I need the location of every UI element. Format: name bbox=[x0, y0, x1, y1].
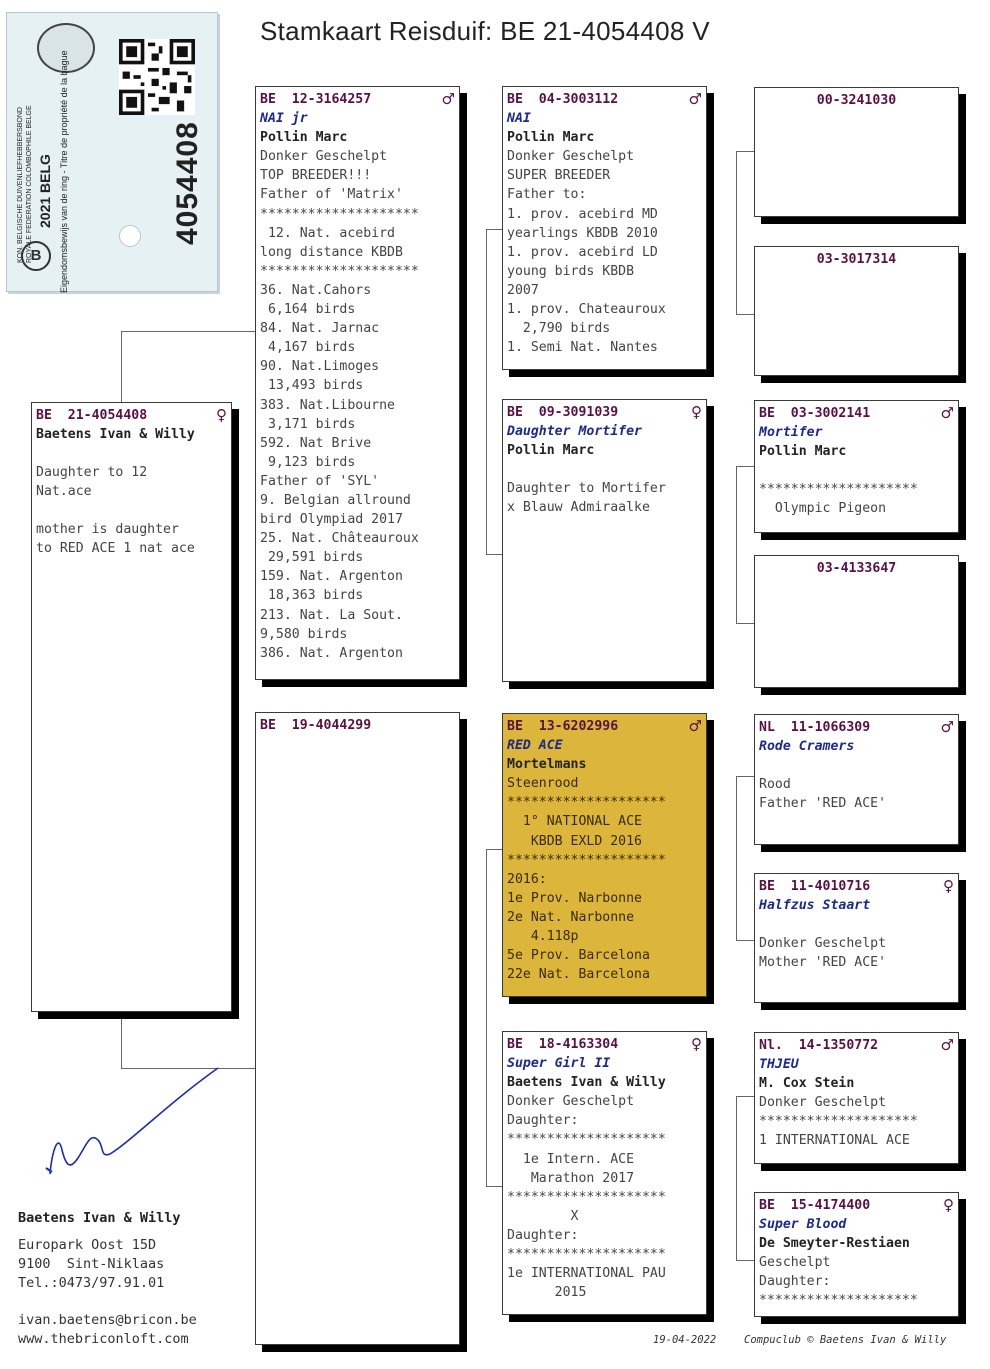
pigeon-card-ggp-4[interactable]: 03-4133647 bbox=[754, 555, 959, 688]
breeder-website[interactable]: www.thebriconloft.com bbox=[18, 1331, 189, 1347]
pigeon-card-ggp-7[interactable]: Nl. 14-1350772 ♂ THJEU M. Cox Stein Donker Geschelpt ******************** 1 INTERNATIONAL ACE bbox=[754, 1032, 959, 1164]
female-icon: ♀ bbox=[691, 403, 702, 421]
belgian-b-logo-icon: B bbox=[21, 241, 51, 271]
male-icon: ♂ bbox=[940, 718, 954, 736]
connector-line bbox=[736, 776, 737, 940]
ring-card-federation-fr: ROYALE FEDERATION COLOMBOPHILE BELGE bbox=[26, 105, 33, 263]
qr-code-icon bbox=[119, 39, 195, 115]
male-icon: ♂ bbox=[688, 90, 702, 108]
connector-line bbox=[486, 229, 487, 554]
pigeon-card-paternal-grandmother[interactable]: BE 09-3091039 ♀ Daughter Mortifer Pollin Marc Daughter to Mortifer x Blauw Admiraalke bbox=[502, 399, 707, 682]
ring-card-doc-title: Eigendomsbewijs van de ring - Titre de propriété de la bague bbox=[59, 50, 69, 293]
ring-card-country: BELG bbox=[37, 154, 53, 193]
pigeon-card-mother[interactable]: BE 19-4044299 bbox=[255, 712, 460, 1345]
breeder-email[interactable]: ivan.baetens@bricon.be bbox=[18, 1312, 197, 1328]
female-icon: ♀ bbox=[943, 1196, 954, 1214]
connector-line bbox=[121, 1012, 122, 1068]
pigeon-card-father[interactable]: BE 12-3164257 ♂ NAI jr Pollin Marc Donker Geschelpt TOP BREEDER!!! Father of 'Matrix' ******************** 12. Nat. acebird long distance KBDB ******************** 36. Nat.Cahors 6,164 birds 84. Nat. Jarnac 4,167 birds 90. Nat.Limoges 13,493 birds 383. Nat.Libourne 3,171 birds 592. Nat Brive 9,123 birds Father of 'SYL' 9. Belgian allround bird Olympiad 2017 25. Nat. Châteauroux 29,591 birds 159. Nat. Argenton 18,363 birds 213. Nat. La Sout. 9,580 birds 386. Nat. Argenton bbox=[255, 86, 460, 680]
breeder-city: 9100 Sint-Niklaas bbox=[18, 1256, 165, 1272]
ring-card-year: 2021 bbox=[37, 196, 53, 228]
connector-line bbox=[736, 1096, 754, 1097]
signature bbox=[40, 1062, 230, 1182]
pigeon-card-subject[interactable]: BE 21-4054408 ♀ Baetens Ivan & Willy Daughter to 12 Nat.ace mother is daughter to RED ACE 1 nat ace bbox=[31, 402, 232, 1012]
pigeon-card-maternal-grandmother[interactable]: BE 18-4163304 ♀ Super Girl II Baetens Ivan & Willy Donker Geschelpt Daughter: ******************** 1e Intern. ACE Marathon 2017 ******************** X Daughter: ******************** 1e INTERNATIONAL PAU 2015 bbox=[502, 1031, 707, 1315]
male-icon: ♂ bbox=[940, 1036, 954, 1054]
male-icon: ♂ bbox=[940, 404, 954, 422]
female-icon: ♀ bbox=[691, 1035, 702, 1053]
pigeon-card-ggp-5[interactable]: NL 11-1066309 ♂ Rode Cramers Rood Father 'RED ACE' bbox=[754, 714, 959, 845]
connector-line bbox=[486, 849, 487, 1186]
male-icon: ♂ bbox=[441, 90, 455, 108]
connector-line bbox=[736, 1260, 754, 1261]
connector-line bbox=[736, 776, 754, 777]
breeder-phone: Tel.:0473/97.91.01 bbox=[18, 1275, 165, 1291]
ring-card-federation: KON. BELGISCHE DUIVENLIEFHEBBERSBOND bbox=[17, 107, 24, 263]
connector-line bbox=[486, 229, 502, 230]
footer-credit: Compuclub © Baetens Ivan & Willy bbox=[744, 1334, 947, 1346]
breeder-address: Europark Oost 15D bbox=[18, 1237, 157, 1253]
connector-line bbox=[486, 554, 502, 555]
pigeon-card-ggp-6[interactable]: BE 11-4010716 ♀ Halfzus Staart Donker Geschelpt Mother 'RED ACE' bbox=[754, 873, 959, 1003]
pigeon-card-ggp-3[interactable]: BE 03-3002141 ♂ Mortifer Pollin Marc ******************** Olympic Pigeon bbox=[754, 400, 959, 533]
pigeon-card-ggp-2[interactable]: 03-3017314 bbox=[754, 246, 959, 376]
male-icon: ♂ bbox=[688, 717, 702, 735]
connector-line bbox=[486, 1186, 502, 1187]
connector-line bbox=[121, 331, 255, 332]
connector-line bbox=[736, 151, 754, 152]
connector-line bbox=[736, 466, 737, 623]
connector-line bbox=[736, 1096, 737, 1260]
page-title: Stamkaart Reisduif: BE 21-4054408 V bbox=[260, 16, 710, 46]
ring-card-hole bbox=[119, 225, 141, 247]
connector-line bbox=[736, 623, 754, 624]
connector-line bbox=[736, 151, 737, 314]
female-icon: ♀ bbox=[943, 877, 954, 895]
ring-card-number: 4054408 bbox=[171, 121, 204, 245]
connector-line bbox=[736, 940, 754, 941]
print-date: 19-04-2022 bbox=[653, 1334, 717, 1346]
ring-certificate bbox=[6, 12, 218, 292]
female-icon: ♀ bbox=[216, 406, 227, 424]
pigeon-card-maternal-grandfather[interactable]: BE 13-6202996 ♂ RED ACE Mortelmans Steenrood ******************** 1° NATIONAL ACE KBDB EXLD 2016 ******************** 2016: 1e Prov. Narbonne 2e Nat. Narbonne 4.118p 5e Prov. Barcelona 22e Nat. Barcelona bbox=[502, 713, 707, 997]
pigeon-card-ggp-8[interactable]: BE 15-4174400 ♀ Super Blood De Smeyter-Restiaen Geschelpt Daughter: ******************** bbox=[754, 1192, 959, 1317]
pigeon-card-ggp-1[interactable]: 00-3241030 bbox=[754, 87, 959, 217]
connector-line bbox=[486, 849, 502, 850]
breeder-name: Baetens Ivan & Willy bbox=[18, 1210, 181, 1226]
pigeon-card-paternal-grandfather[interactable]: BE 04-3003112 ♂ NAI Pollin Marc Donker Geschelpt SUPER BREEDER Father to: 1. prov. acebird MD yearlings KBDB 2010 1. prov. acebird LD young birds KBDB 2007 1. prov. Chateauroux 2,790 birds 1. Semi Nat. Nantes bbox=[502, 86, 707, 370]
connector-line bbox=[736, 466, 754, 467]
connector-line bbox=[121, 331, 122, 405]
connector-line bbox=[736, 314, 754, 315]
